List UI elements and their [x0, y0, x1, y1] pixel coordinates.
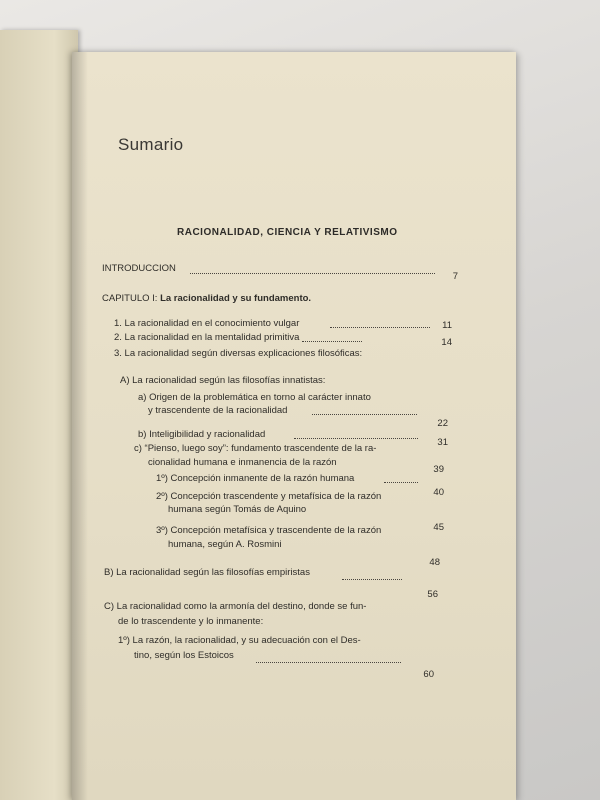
spine-shadow	[72, 52, 88, 800]
toc-item-Ab-page: 31	[437, 437, 448, 448]
toc-item-Ac-2-page: 45	[433, 522, 444, 533]
toc-item-Ac-1a	[156, 473, 354, 485]
toc-item-2-page: 14	[441, 337, 452, 348]
toc-item-Ac-3b	[168, 539, 282, 551]
leader-dots	[294, 438, 418, 439]
leader-dots	[384, 482, 418, 483]
toc-item-A	[120, 375, 325, 387]
book-page	[72, 52, 516, 800]
toc-item-Ac-2b	[168, 504, 306, 516]
toc-item-Ac-1	[134, 443, 376, 455]
toc-item-Ac-1a-text: 1º) Concepción inmanente de la razón humana	[156, 473, 355, 484]
toc-chapter-1	[102, 293, 311, 305]
toc-item-Ac-page: 39	[433, 464, 444, 475]
toc-item-Aa-2	[148, 405, 287, 417]
facing-page-edge	[0, 30, 78, 800]
toc-item-C-text-2: de lo trascendente y lo inmanente:	[118, 616, 264, 627]
leader-dots	[190, 273, 435, 274]
leader-dots	[330, 327, 430, 328]
toc-item-Ac-2a-text: 2º) Concepción trascendente y metafísica de la razón	[156, 491, 382, 502]
toc-item-2-text: 2. La racionalidad en la mentalidad primitiva	[114, 332, 300, 343]
toc-intro-page: 7	[452, 271, 458, 282]
toc-intro	[102, 263, 176, 275]
toc-item-Ac-text-2: cionalidad humana e inmanencia de la razón	[148, 457, 337, 468]
toc-item-C-1b	[134, 650, 234, 662]
toc-item-C-text-1: C) La racionalidad como la armonía del destino, donde se fun-	[104, 601, 367, 612]
toc-item-Aa-1	[138, 392, 371, 404]
toc-item-Ac-2b-text: humana según Tomás de Aquino	[168, 504, 307, 515]
toc-item-Ac-2a	[156, 491, 381, 503]
leader-dots	[302, 341, 362, 342]
toc-item-B-page: 56	[427, 589, 438, 600]
toc-item-Ac-3-page: 48	[429, 557, 440, 568]
leader-dots	[312, 414, 417, 415]
toc-item-C-1-page: 60	[423, 669, 434, 680]
toc-item-B-text: B) La racionalidad según las filosofías empiristas	[104, 567, 310, 578]
toc-item-Ab	[138, 429, 265, 441]
toc-intro-label: INTRODUCCION	[102, 263, 176, 274]
page-heading: Sumario	[118, 135, 184, 154]
toc-item-1-text: 1. La racionalidad en el conocimiento vulgar	[114, 318, 300, 329]
toc-item-Ac-3a-text: 3º) Concepción metafísica y trascendente de la razón	[156, 525, 382, 536]
book-title: RACIONALIDAD, CIENCIA Y RELATIVISMO	[177, 227, 398, 238]
chapter-1-prefix: CAPITULO I:	[102, 293, 161, 304]
toc-item-C-1a-text: 1º) La razón, la racionalidad, y su adecuación con el Des-	[118, 635, 361, 646]
chapter-1-title: La racionalidad y su fundamento.	[160, 293, 312, 304]
toc-item-Ac-2	[148, 457, 337, 469]
toc-item-C-1b-text: tino, según los Estoicos	[134, 650, 234, 661]
toc-item-Ac-3a	[156, 525, 381, 537]
toc-item-C-1	[104, 601, 366, 613]
leader-dots	[256, 662, 401, 663]
toc-item-A-text: A) La racionalidad según las filosofías innatistas:	[120, 375, 326, 386]
toc-item-1	[114, 318, 299, 330]
toc-item-Ab-text: b) Inteligibilidad y racionalidad	[138, 429, 266, 440]
toc-item-C-1a	[118, 635, 361, 647]
toc-item-2	[114, 332, 299, 344]
toc-item-B	[104, 567, 310, 579]
toc-item-Aa-text-2: y trascendente de la racionalidad	[148, 405, 288, 416]
leader-dots	[342, 579, 402, 580]
toc-item-Aa-page: 22	[437, 418, 448, 429]
toc-item-3-text: 3. La racionalidad según diversas explicaciones filosóficas:	[114, 348, 363, 359]
toc-item-Aa-text-1: a) Origen de la problemática en torno al carácter innato	[138, 392, 371, 403]
toc-item-Ac-1a-page: 40	[433, 487, 444, 498]
toc-item-C-2	[118, 616, 263, 628]
toc-item-Ac-3b-text: humana, según A. Rosmini	[168, 539, 282, 550]
toc-item-3	[114, 348, 362, 360]
toc-item-Ac-text-1: c) “Pienso, luego soy”: fundamento trascendente de la ra-	[134, 443, 377, 454]
toc-item-1-page: 11	[442, 320, 452, 331]
